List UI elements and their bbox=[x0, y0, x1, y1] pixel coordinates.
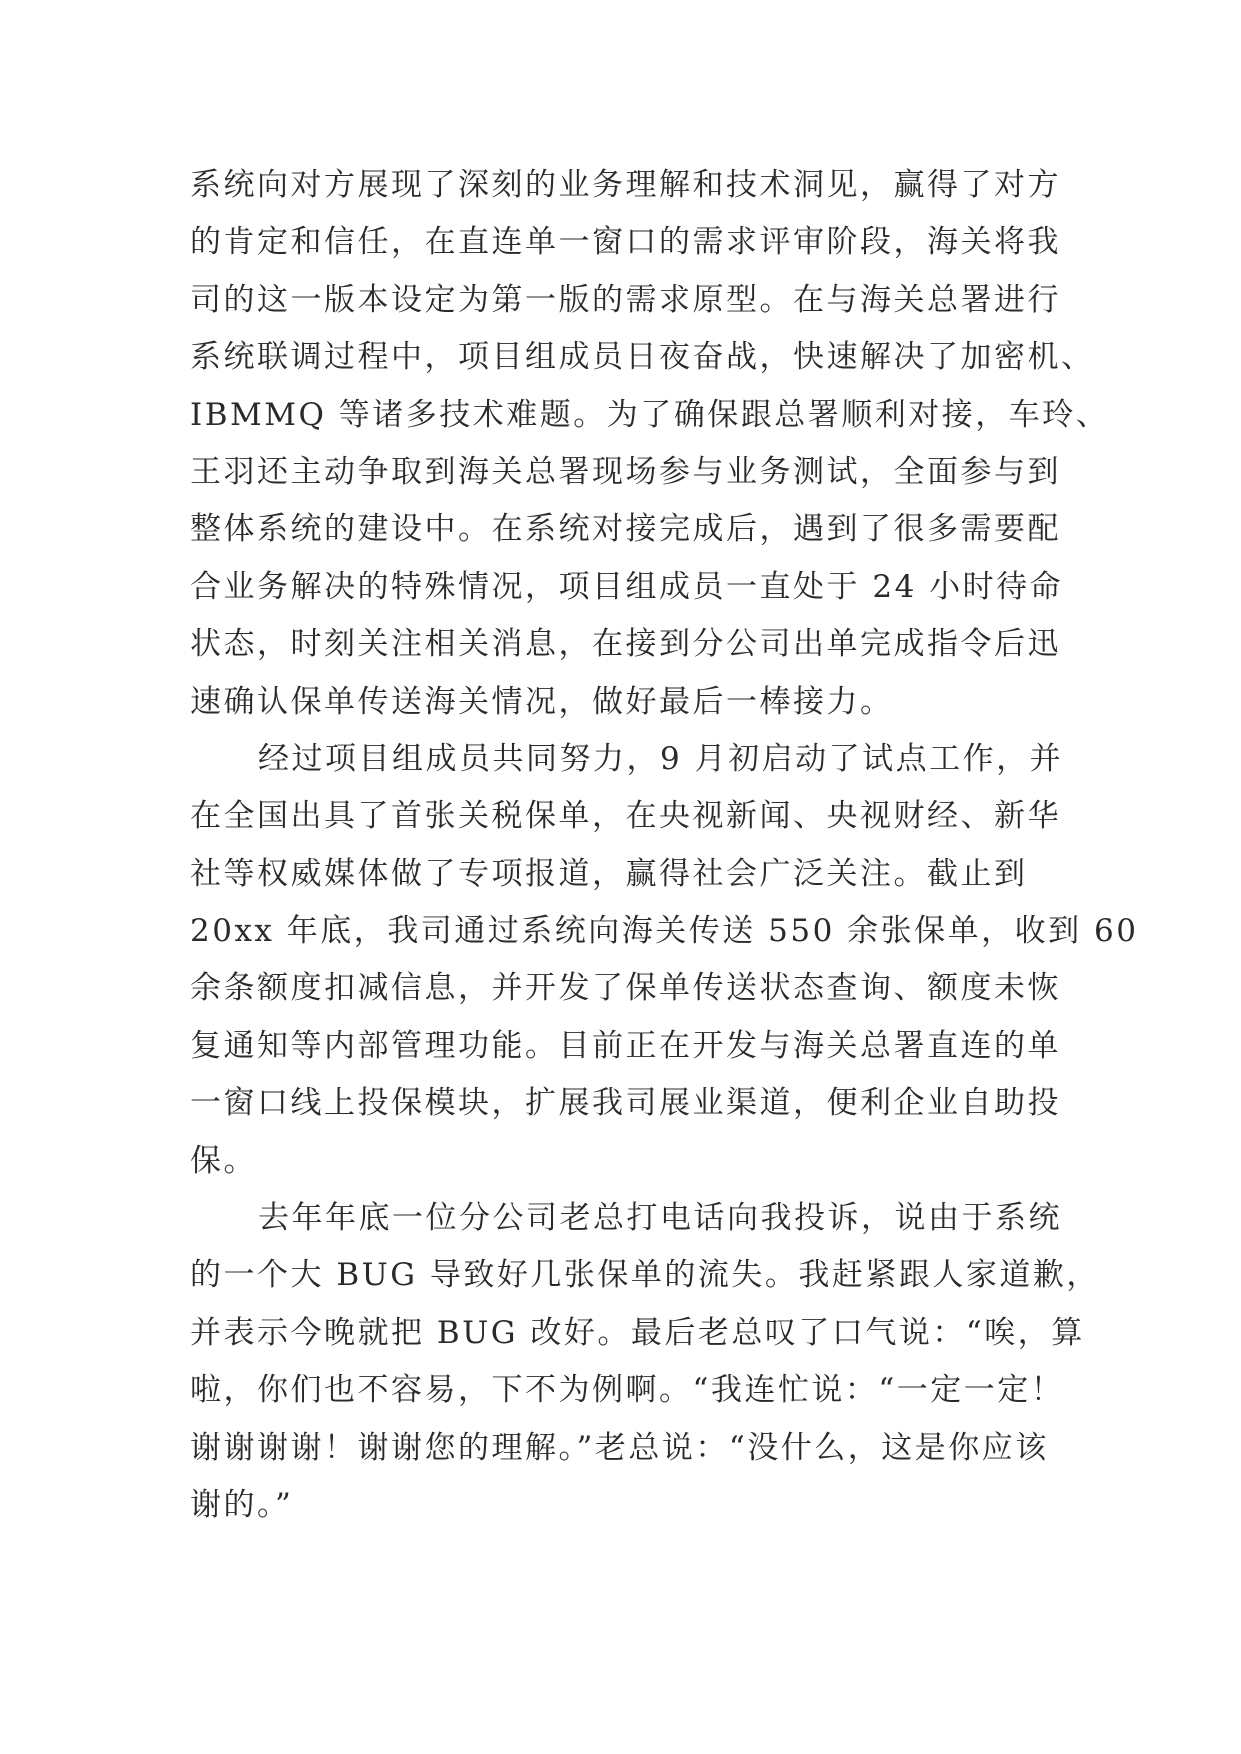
paragraph-line: 并表示今晚就把 BUG 改好。最后老总叹了口气说：“唉，算 bbox=[190, 1314, 1085, 1351]
paragraph-line: 的肯定和信任，在直连单一窗口的需求评审阶段，海关将我 bbox=[190, 224, 1061, 261]
paragraph-line: 整体系统的建设中。在系统对接完成后，遇到了很多需要配 bbox=[190, 511, 1061, 548]
paragraph-line: 状态，时刻关注相关消息，在接到分公司出单完成指令后迅 bbox=[190, 626, 1061, 663]
paragraph-2 bbox=[190, 731, 1139, 1190]
paragraph-line: 系统向对方展现了深刻的业务理解和技术洞见，赢得了对方 bbox=[190, 167, 1061, 203]
paragraph-line: 经过项目组成员共同努力，9 月初启动了试点工作，并 bbox=[258, 740, 1064, 777]
document-body bbox=[190, 157, 1139, 1534]
paragraph-line: 余条额度扣减信息，并开发了保单传送状态查询、额度未恢 bbox=[190, 970, 1061, 1007]
paragraph-line: 谢的。” bbox=[190, 1486, 294, 1523]
paragraph-line: 保。 bbox=[190, 1142, 257, 1179]
paragraph-line: 谢谢谢谢！谢谢您的理解。”老总说：“没什么，这是你应该 bbox=[190, 1429, 1049, 1466]
paragraph-line: 一窗口线上投保模块，扩展我司展业渠道，便利企业自助投 bbox=[190, 1085, 1061, 1122]
paragraph-line: 合业务解决的特殊情况，项目组成员一直处于 24 小时待命 bbox=[190, 568, 1064, 605]
paragraph-line: 王羽还主动争取到海关总署现场参与业务测试，全面参与到 bbox=[190, 453, 1061, 490]
paragraph-line: IBMMQ 等诸多技术难题。为了确保跟总署顺利对接，车玲、 bbox=[190, 396, 1110, 433]
paragraph-1 bbox=[190, 157, 1110, 731]
paragraph-line: 啦，你们也不容易，下不为例啊。“我连忙说：“一定一定！ bbox=[190, 1372, 1065, 1409]
paragraph-3 bbox=[190, 1190, 1100, 1534]
paragraph-line: 去年年底一位分公司老总打电话向我投诉，说由于系统 bbox=[258, 1200, 1062, 1237]
paragraph-line: 在全国出具了首张关税保单，在央视新闻、央视财经、新华 bbox=[190, 798, 1061, 835]
paragraph-line: 速确认保单传送海关情况，做好最后一棒接力。 bbox=[190, 683, 894, 720]
paragraph-line: 复通知等内部管理功能。目前正在开发与海关总署直连的单 bbox=[190, 1027, 1061, 1064]
paragraph-line: 社等权威媒体做了专项报道，赢得社会广泛关注。截止到 bbox=[190, 855, 1028, 892]
paragraph-line: 的一个大 BUG 导致好几张保单的流失。我赶紧跟人家道歉， bbox=[190, 1257, 1100, 1294]
paragraph-line: 20xx 年底，我司通过系统向海关传送 550 余张保单，收到 60 bbox=[190, 913, 1139, 950]
paragraph-line: 系统联调过程中，项目组成员日夜奋战，快速解决了加密机、 bbox=[190, 339, 1095, 376]
paragraph-line: 司的这一版本设定为第一版的需求原型。在与海关总署进行 bbox=[190, 281, 1061, 318]
